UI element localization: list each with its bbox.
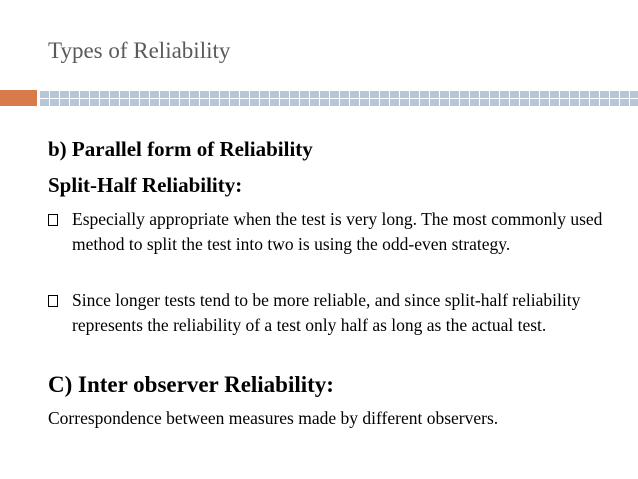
- square-bullet-icon: [48, 295, 58, 307]
- slide-title: Types of Reliability: [48, 38, 231, 63]
- split-half-heading: Split-Half Reliability:: [48, 173, 243, 197]
- bullet-text: Since longer tests tend to be more reliable, and since split-half reliability represents the reliability of a test only half as long as the actual test.: [72, 290, 581, 335]
- bullet-item: [48, 288, 608, 338]
- bullet-text: Especially appropriate when the test is very long. The most commonly used method to split the test into two is using the odd-even strategy.: [72, 209, 603, 254]
- square-bullet-icon: [48, 214, 58, 226]
- section-b-heading: b) Parallel form of Reliability: [48, 137, 313, 161]
- section-c-description: Correspondence between measures made by different observers.: [48, 408, 499, 428]
- section-c-heading: C) Inter observer Reliability:: [48, 372, 334, 397]
- title-accent-bar: [0, 90, 37, 106]
- bullet-item: [48, 207, 608, 257]
- title-divider-bar: [40, 90, 638, 106]
